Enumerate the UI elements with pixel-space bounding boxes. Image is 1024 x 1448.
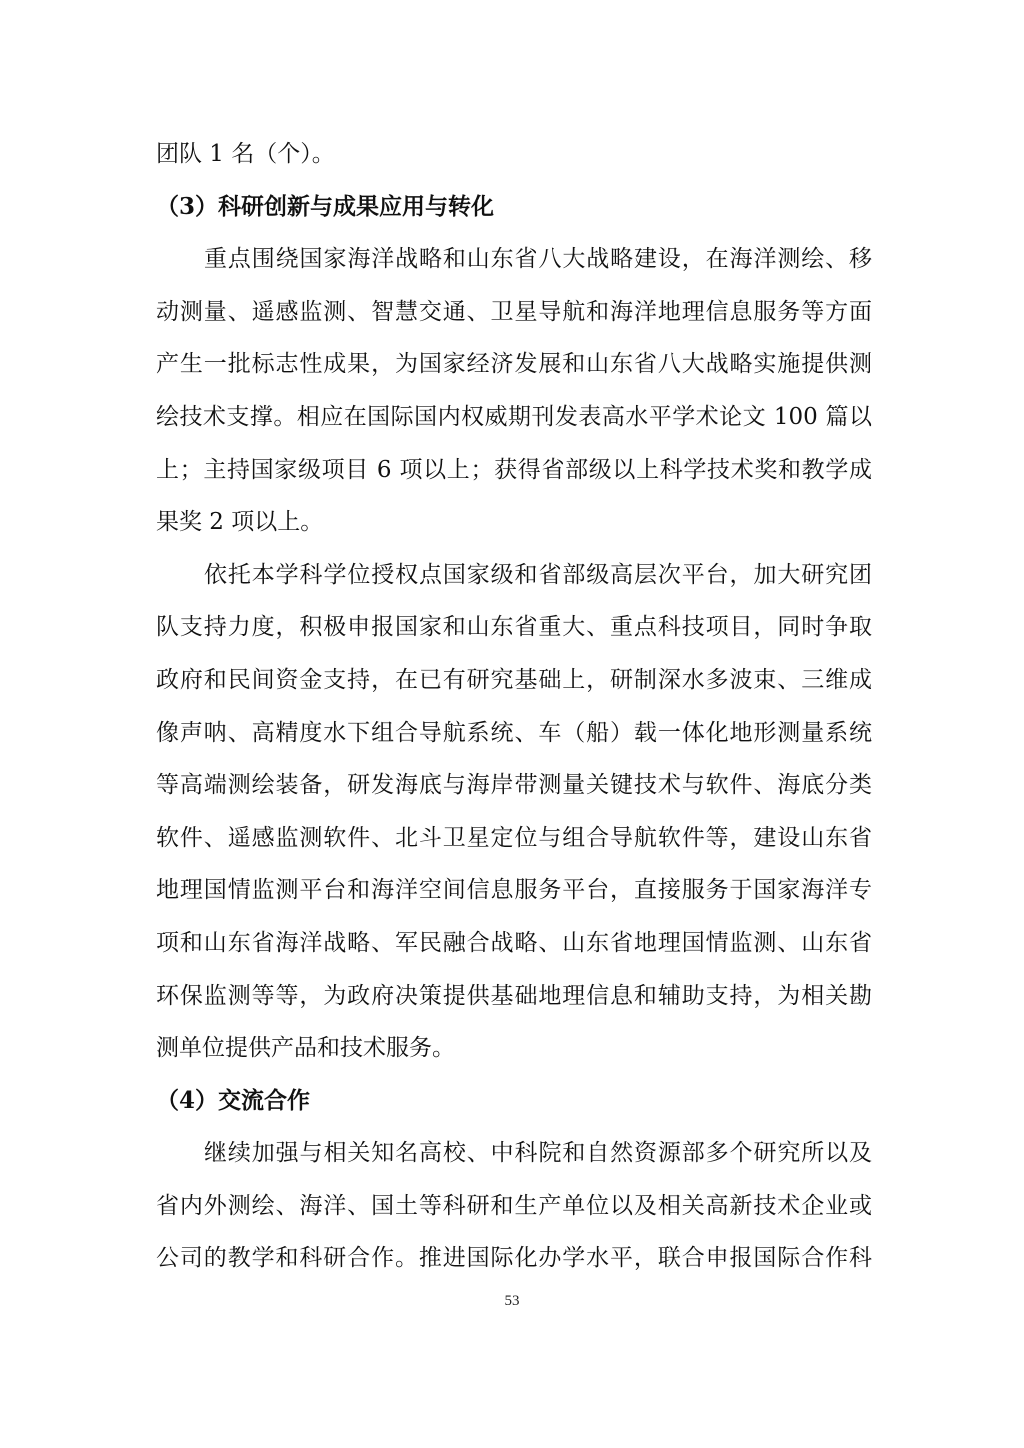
section-heading-3: （3）科研创新与成果应用与转化	[156, 192, 495, 220]
paragraph-line: 地理国情监测平台和海洋空间信息服务平台，直接服务于国家海洋专	[156, 877, 872, 904]
paragraph-line: 果奖 2 项以上。	[156, 509, 324, 536]
page-number: 53	[504, 1293, 520, 1309]
paragraph-line: 公司的教学和科研合作。推进国际化办学水平，联合申报国际合作科	[156, 1245, 872, 1272]
paragraph-line: 团队 1 名（个）。	[156, 141, 335, 167]
paragraph-line: 环保监测等等，为政府决策提供基础地理信息和辅助支持，为相关勘	[156, 982, 872, 1009]
paragraph-line: 上；主持国家级项目 6 项以上；获得省部级以上科学技术奖和教学成	[156, 456, 872, 483]
paragraph-line: 像声呐、高精度水下组合导航系统、车（船）载一体化地形测量系统	[156, 719, 872, 746]
document-body	[156, 128, 872, 1285]
section-heading-4: （4）交流合作	[156, 1086, 311, 1114]
paragraph-line: 等高端测绘装备，研发海底与海岸带测量关键技术与软件、海底分类	[156, 772, 872, 799]
paragraph-line: 项和山东省海洋战略、军民融合战略、山东省地理国情监测、山东省	[156, 929, 872, 956]
paragraph-line: 绘技术支撑。相应在国际国内权威期刊发表高水平学术论文 100 篇以	[156, 403, 872, 430]
paragraph-line: 重点围绕国家海洋战略和山东省八大战略建设，在海洋测绘、移	[204, 246, 872, 273]
paragraph-line: 继续加强与相关知名高校、中科院和自然资源部多个研究所以及	[204, 1140, 872, 1167]
paragraph-line: 产生一批标志性成果，为国家经济发展和山东省八大战略实施提供测	[156, 351, 872, 378]
paragraph-line: 软件、遥感监测软件、北斗卫星定位与组合导航软件等，建设山东省	[156, 824, 872, 851]
paragraph-line: 动测量、遥感监测、智慧交通、卫星导航和海洋地理信息服务等方面	[156, 298, 872, 325]
paragraph-line: 队支持力度，积极申报国家和山东省重大、重点科技项目，同时争取	[156, 614, 872, 641]
paragraph-line: 测单位提供产品和技术服务。	[156, 1035, 455, 1062]
paragraph-line: 依托本学科学位授权点国家级和省部级高层次平台，加大研究团	[204, 561, 872, 588]
paragraph-line: 政府和民间资金支持，在已有研究基础上，研制深水多波束、三维成	[156, 666, 872, 693]
paragraph-line: 省内外测绘、海洋、国土等科研和生产单位以及相关高新技术企业或	[156, 1192, 872, 1219]
